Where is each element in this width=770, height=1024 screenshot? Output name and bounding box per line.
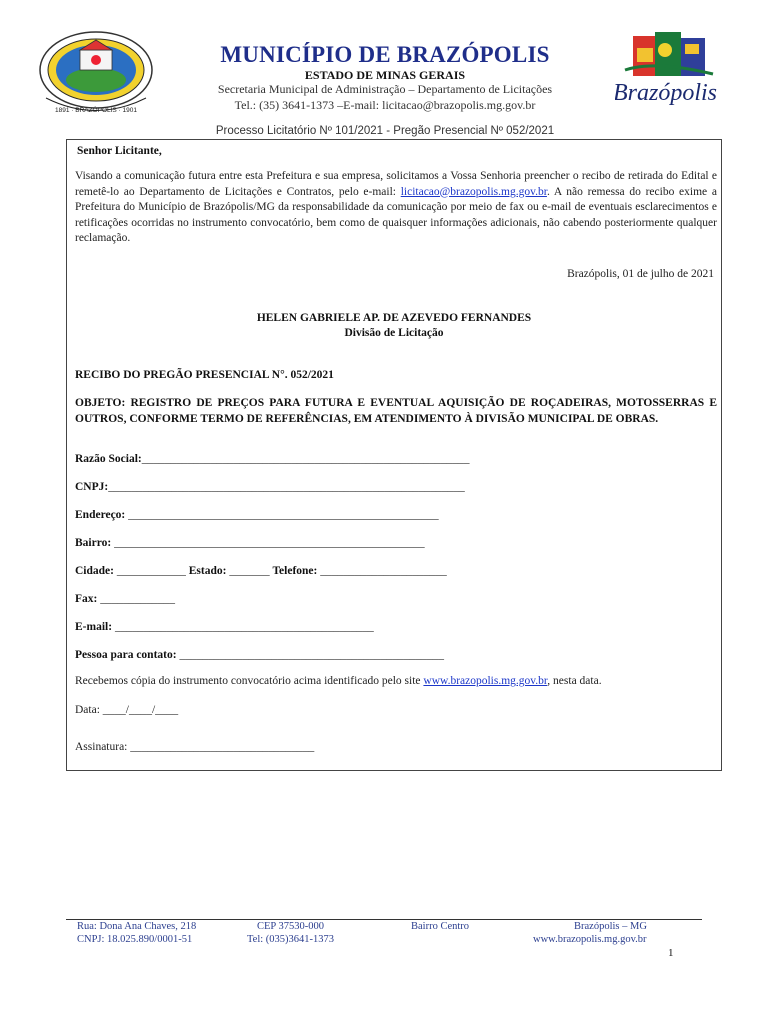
letter-date: Brazópolis, 01 de julho de 2021 (567, 268, 714, 280)
signer-role: Divisão de Licitação (344, 327, 444, 339)
bairro-field[interactable]: Bairro: ______________________________________________________ (75, 537, 425, 549)
received-statement: Recebemos cópia do instrumento convocatório acima identificado pelo site www.brazopolis.mg.gov.br, nesta data. (75, 675, 602, 687)
cnpj-field[interactable]: CNPJ:______________________________________________________________ (75, 481, 465, 493)
contact-line: Tel.: (35) 3641-1373 –E-mail: licitacao@brazopolis.mg.gov.br (234, 98, 536, 112)
signer-name: HELEN GABRIELE AP. DE AZEVEDO FERNANDES (256, 312, 532, 324)
svg-text:Brazópolis: Brazópolis (615, 80, 718, 106)
endereco-field[interactable]: Endereço: ______________________________________________________ (75, 509, 439, 521)
page-number: 1 (668, 947, 674, 959)
svg-text:1891 · BRAZÓPOLIS · 1901: 1891 · BRAZÓPOLIS · 1901 (54, 107, 138, 114)
fax-field[interactable]: Fax: _____________ (75, 593, 175, 605)
footer-city: Brazópolis – MG (574, 921, 647, 932)
secretariat-line: Secretaria Municipal de Administração – Departamento de Licitações (217, 82, 553, 96)
state-name: ESTADO DE MINAS GERAIS (304, 68, 466, 82)
date-field[interactable]: Data: ____/____/____ (75, 704, 179, 716)
footer-cnpj: CNPJ: 18.025.890/0001-51 (77, 934, 193, 945)
email-field[interactable]: E-mail: _____________________________________________ (75, 621, 374, 633)
receipt-object: OBJETO: REGISTRO DE PREÇOS PARA FUTURA E EVENTUAL AQUISIÇÃO DE ROÇADEIRAS, MOTOSSERRAS E OUTROS, CONFORME TERMO DE REFERÊNCIAS, EM ATENDIMENTO À DIVISÃO MUNICIPAL DE OBRAS. (75, 397, 717, 425)
contact-person-field[interactable]: Pessoa para contato: ______________________________________________ (75, 649, 444, 661)
email-link[interactable]: licitacao@brazopolis.mg.gov.br (400, 185, 547, 198)
signature-field[interactable]: Assinatura: ________________________________ (75, 741, 315, 753)
site-link[interactable]: www.brazopolis.mg.gov.br (423, 675, 548, 687)
footer-site[interactable]: www.brazopolis.mg.gov.br (533, 934, 647, 945)
salutation: Senhor Licitante, (77, 145, 162, 157)
process-number: Processo Licitatório Nº 101/2021 - Pregão Presencial Nº 052/2021 (215, 125, 555, 137)
footer-cep: CEP 37530-000 (257, 921, 324, 932)
page-title: MUNICÍPIO DE BRAZÓPOLIS (220, 42, 550, 67)
letter-body: Visando a comunicação futura entre esta Prefeitura e sua empresa, solicitamos a Vossa Senhoria preencher o recibo de retirada do Edital e remetê-lo ao Departamento de Licitações e Contratos, pelo e-mail: licitacao@brazopolis.mg.gov.br. A não remessa do recibo exime a Prefeitura do Município de Brazópolis/MG da responsabilidade da comunicação por meio de fax ou e-mail de eventuais esclarecimentos e retificações ocorridas no instrumento convocatório, bem como de quaisquer informações adicionais, não cabendo posteriormente qualquer reclamação. (75, 170, 717, 244)
footer-divider (66, 919, 702, 920)
receipt-title: RECIBO DO PREGÃO PRESENCIAL N°. 052/2021 (75, 369, 334, 381)
receipt-frame (66, 139, 722, 771)
footer-address: Rua: Dona Ana Chaves, 218 (77, 921, 197, 932)
footer-tel: Tel: (035)3641-1373 (247, 934, 335, 945)
razao-social-field[interactable]: Razão Social:_________________________________________________________ (75, 453, 470, 465)
footer-district: Bairro Centro (411, 921, 470, 932)
cidade-estado-telefone-row[interactable]: Cidade: ____________ Estado: _______ Telefone: ______________________ (75, 565, 447, 577)
